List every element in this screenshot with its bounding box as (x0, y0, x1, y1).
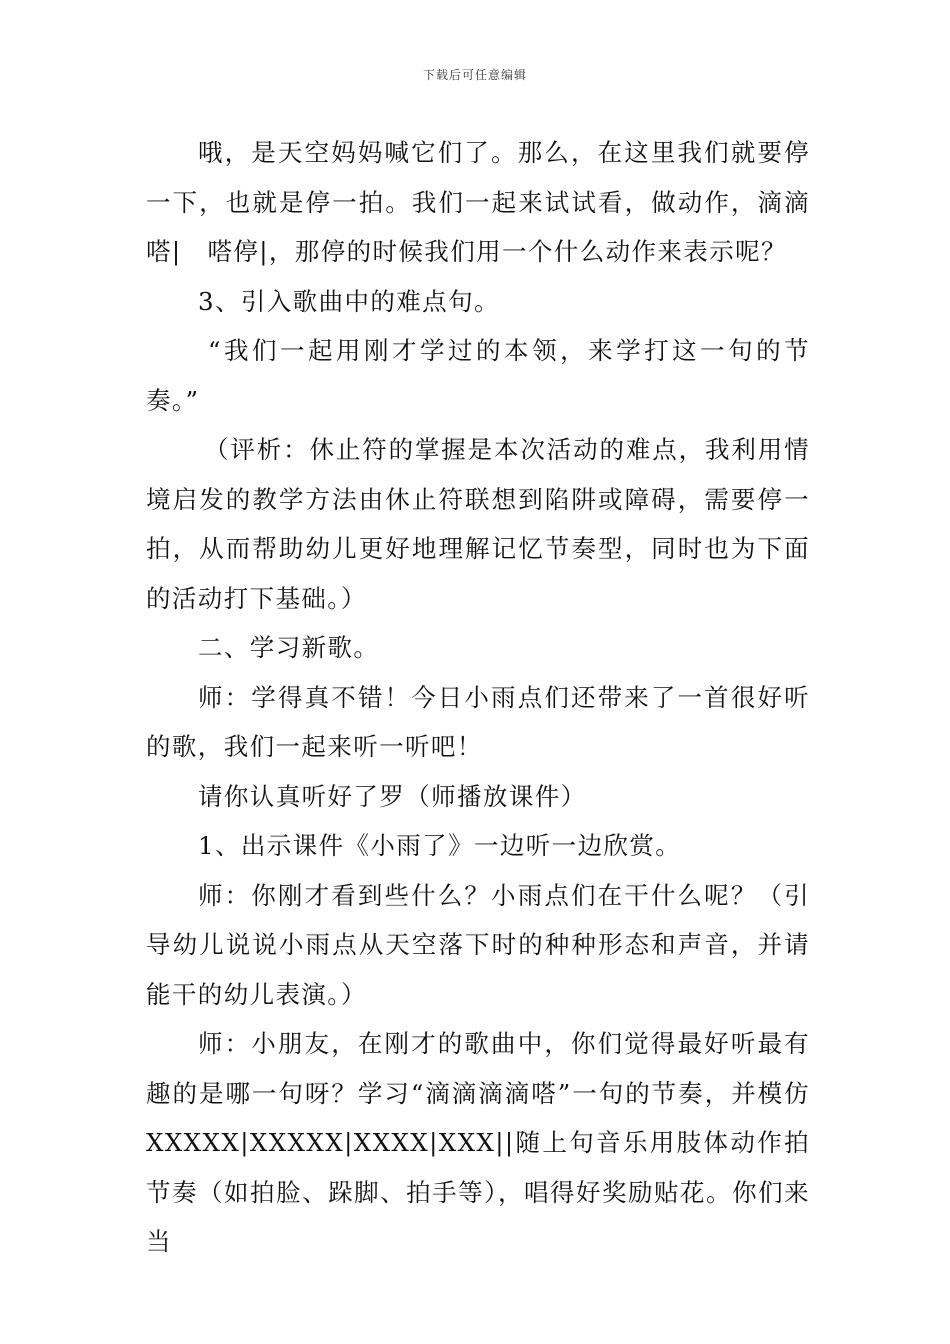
paragraph-10: 师：小朋友，在刚才的歌曲中，你们觉得最好听最有趣的是哪一句呀？学习“滴滴滴滴嗒”一句的节奏，并模仿XXXXX|XXXXX|XXXX|XXX||随上句音乐用肢体动作拍节奏（如拍脸、跺脚、拍手等），唱得好奖励贴花。你们来当 (146, 1029, 810, 1256)
page-header: 下载后可任意编辑 (422, 68, 527, 82)
document-body (146, 128, 810, 1267)
paragraph-4: （评析：休止符的掌握是本次活动的难点，我利用情境启发的教学方法由休止符联想到陷阱或障碍，需要停一拍，从而帮助幼儿更好地理解记忆节奏型，同时也为下面的活动打下基础。） (146, 435, 810, 613)
paragraph-6: 师：学得真不错！今日小雨点们还带来了一首很好听的歌，我们一起来听一听吧！ (146, 682, 810, 761)
paragraph-3: “我们一起用刚才学过的本领，来学打这一句的节奏。” (146, 336, 810, 415)
paragraph-9: 师：你刚才看到些什么？小雨点们在干什么呢？（引导幼儿说说小雨点从天空落下时的种种形态和声音，并请能干的幼儿表演。） (146, 880, 810, 1009)
paragraph-7: 请你认真听好了罗（师播放课件） (198, 781, 587, 811)
paragraph-5: 二、学习新歌。 (198, 633, 380, 662)
paragraph-1: 哦，是天空妈妈喊它们了。那么，在这里我们就要停一下，也就是停一拍。我们一起来试试看，做动作，滴滴嗒| 嗒停|，那停的时候我们用一个什么动作来表示呢？ (146, 138, 810, 266)
paragraph-2: 3、引入歌曲中的难点句。 (198, 286, 500, 316)
paragraph-8: 1、出示课件《小雨了》一边听一边欣赏。 (198, 831, 682, 860)
